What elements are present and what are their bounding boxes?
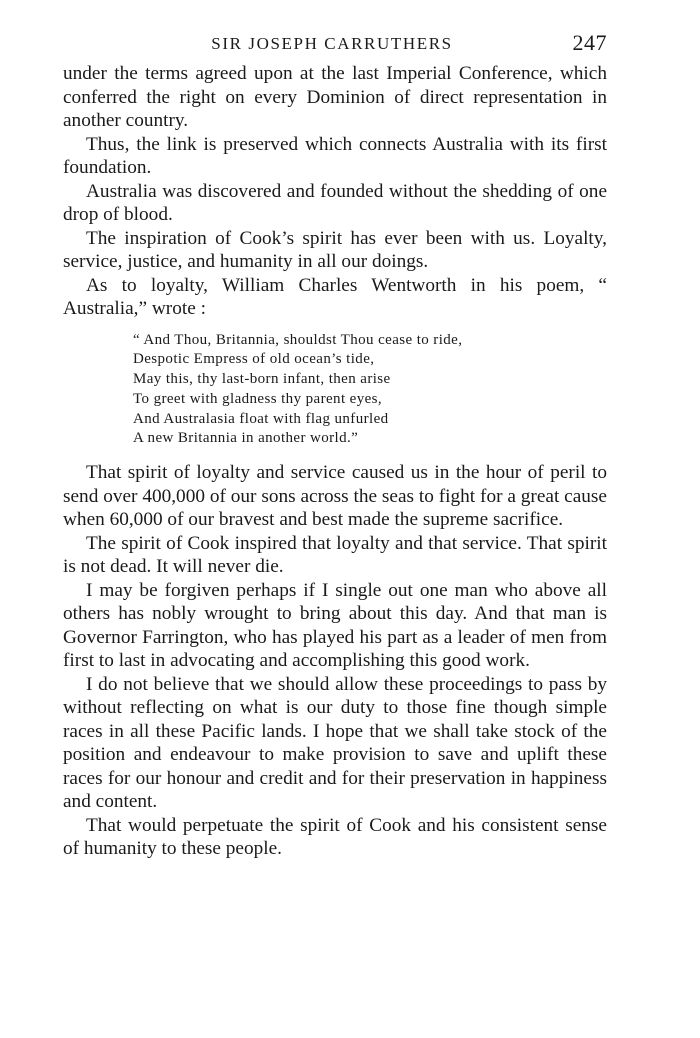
verse-line: And Australasia float with flag unfurled <box>133 410 389 427</box>
paragraph: That would perpetuate the spirit of Cook and his consistent sense of humanity to these people. <box>63 814 607 860</box>
paragraph: That spirit of loyalty and service caused us in the hour of peril to send over 400,000 of our sons across the seas to fight for a great cause when 60,000 of our bravest and best made the supreme sacrifice. <box>63 462 607 531</box>
verse-line: May this, thy last-born infant, then arise <box>133 371 391 388</box>
paragraph: As to loyalty, William Charles Wentworth in his poem, “ Australia,” wrote : <box>63 274 607 319</box>
verse-line: “ And Thou, Britannia, shouldst Thou cease to ride, <box>133 331 463 348</box>
paragraph: I do not believe that we should allow these proceedings to pass by without reflecting on what is our duty to those fine though simple races in all these Pacific lands. I hope that we shall take stock of the position and endeavour to make provision to save and uplift these races for our honour and credit and for their preservation in happiness and content. <box>63 673 607 813</box>
paragraph: Thus, the link is preserved which connects Australia with its first foundation. <box>63 133 607 178</box>
body-text <box>63 62 607 861</box>
paragraph-continued: under the terms agreed upon at the last Imperial Conference, which conferred the right on every Dominion of direct representation in another country. <box>63 63 607 131</box>
book-page <box>63 28 607 861</box>
verse-line: Despotic Empress of old ocean’s tide, <box>133 351 375 368</box>
paragraph: I may be forgiven perhaps if I single out one man who above all others has nobly wrought to bring about this day. And that man is Governor Farrington, who has played his part as a leader of men from first to last in advocating and accomplishing this good work. <box>63 579 607 672</box>
paragraph: The inspiration of Cook’s spirit has ever been with us. Loyalty, service, justice, and humanity in all our doings. <box>63 227 607 272</box>
running-title: SIR JOSEPH CARRUTHERS <box>211 34 453 53</box>
verse-line: A new Britannia in another world.” <box>133 430 359 447</box>
paragraph: The spirit of Cook inspired that loyalty and that service. That spirit is not dead. It will never die. <box>63 532 607 578</box>
verse-line: To greet with gladness thy parent eyes, <box>133 390 383 407</box>
paragraph: Australia was discovered and founded without the shedding of one drop of blood. <box>63 180 607 225</box>
running-head <box>63 28 607 62</box>
page-number: 247 <box>572 30 607 55</box>
verse-quotation <box>133 331 607 450</box>
